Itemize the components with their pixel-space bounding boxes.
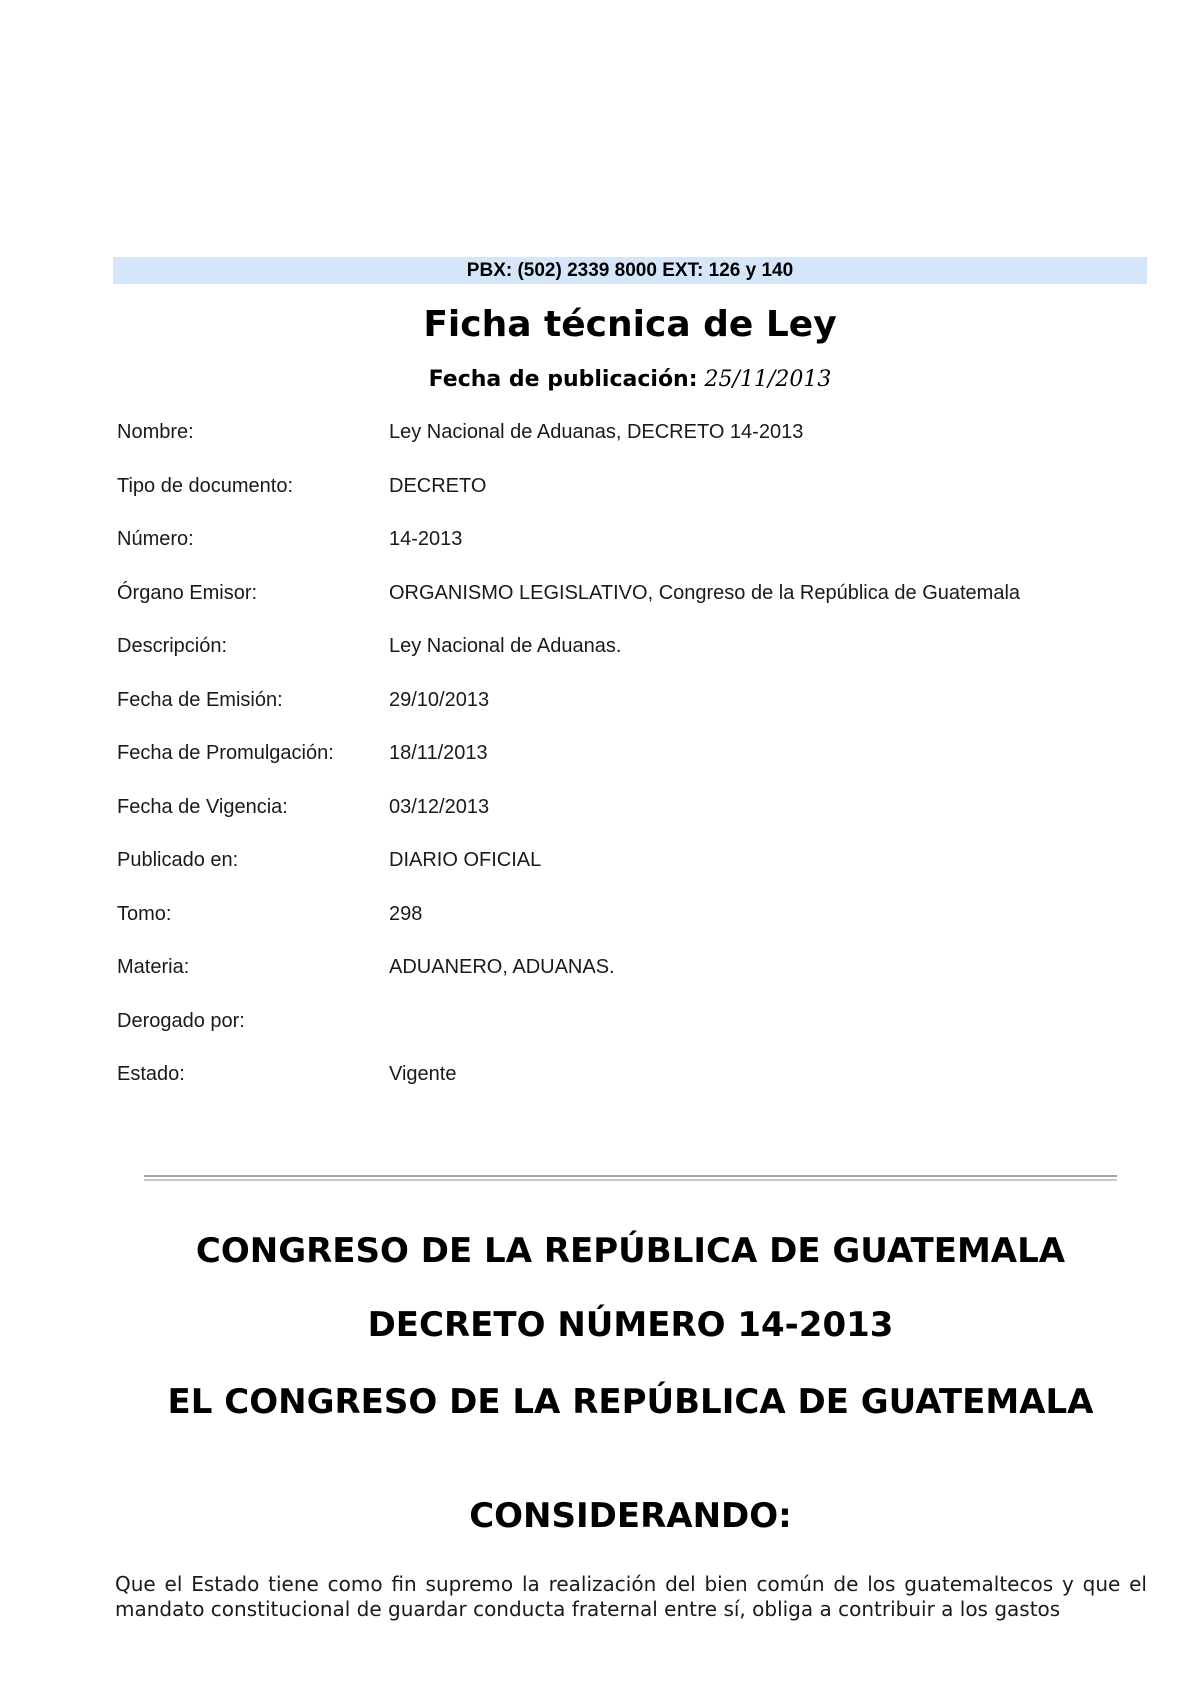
heading-considerando: CONSIDERANDO:	[469, 1496, 792, 1536]
publication-date	[0, 364, 1200, 396]
field-row-publicado-en	[117, 846, 1147, 900]
ficha-title: Ficha técnica de Ley	[423, 304, 837, 345]
pbx-text: PBX: (502) 2339 8000 EXT: 126 y 140	[466, 260, 794, 281]
publication-date-label: Fecha de publicación:	[428, 367, 698, 392]
field-value: ADUANERO, ADUANAS.	[389, 956, 615, 978]
field-row-derogado-por	[117, 1007, 1147, 1061]
field-value: Vigente	[389, 1063, 457, 1085]
field-label: Materia:	[117, 956, 190, 978]
publication-date-value: 25/11/2013	[704, 367, 832, 392]
field-label: Órgano Emisor:	[117, 581, 258, 604]
field-label: Publicado en:	[117, 849, 239, 871]
pbx-contact-bar	[113, 257, 1147, 284]
field-row-tipo-documento	[117, 472, 1147, 526]
field-row-estado	[117, 1060, 1147, 1114]
field-label: Derogado por:	[117, 1009, 245, 1032]
field-row-descripcion	[117, 632, 1147, 686]
field-value: 03/12/2013	[389, 795, 490, 818]
field-row-organo-emisor	[117, 579, 1147, 633]
field-label: Número:	[117, 528, 194, 550]
field-label: Tomo:	[117, 902, 172, 925]
field-label: Fecha de Promulgación:	[117, 742, 334, 764]
heading-congress: CONGRESO DE LA REPÚBLICA DE GUATEMALA	[195, 1231, 1066, 1271]
field-row-tomo	[117, 900, 1147, 954]
field-label: Nombre:	[117, 421, 194, 443]
field-row-numero	[117, 525, 1147, 579]
field-value: 29/10/2013	[389, 688, 490, 711]
field-label: Descripción:	[117, 635, 228, 657]
section-divider	[144, 1175, 1117, 1181]
field-row-fecha-promulgacion	[117, 739, 1147, 793]
field-row-nombre	[117, 418, 1147, 472]
ficha-fields-table	[117, 418, 1147, 1114]
heading-decree-number: DECRETO NÚMERO 14-2013	[367, 1305, 894, 1345]
field-value: Ley Nacional de Aduanas.	[389, 635, 622, 657]
field-value: DIARIO OFICIAL	[389, 849, 542, 871]
field-value: DECRETO	[389, 474, 487, 497]
field-label: Fecha de Vigencia:	[117, 795, 288, 818]
field-row-fecha-vigencia	[117, 793, 1147, 847]
field-row-fecha-emision	[117, 686, 1147, 740]
considerando-paragraph: Que el Estado tiene como fin supremo la realización del bien común de los guatemaltecos y que el mandato constitucional de guardar conducta fraternal entre sí, obliga a contribuir a los gastos	[115, 1572, 1147, 1621]
field-value: ORGANISMO LEGISLATIVO, Congreso de la República de Guatemala	[389, 581, 1021, 604]
field-value: 298	[389, 902, 423, 925]
field-value: Ley Nacional de Aduanas, DECRETO 14-2013	[389, 421, 804, 443]
field-row-materia	[117, 953, 1147, 1007]
heading-congress-body: EL CONGRESO DE LA REPÚBLICA DE GUATEMALA	[167, 1382, 1094, 1422]
field-label: Fecha de Emisión:	[117, 688, 283, 711]
field-label: Estado:	[117, 1063, 185, 1085]
field-label: Tipo de documento:	[117, 474, 294, 497]
field-value: 14-2013	[389, 528, 463, 550]
field-value: 18/11/2013	[389, 742, 488, 764]
